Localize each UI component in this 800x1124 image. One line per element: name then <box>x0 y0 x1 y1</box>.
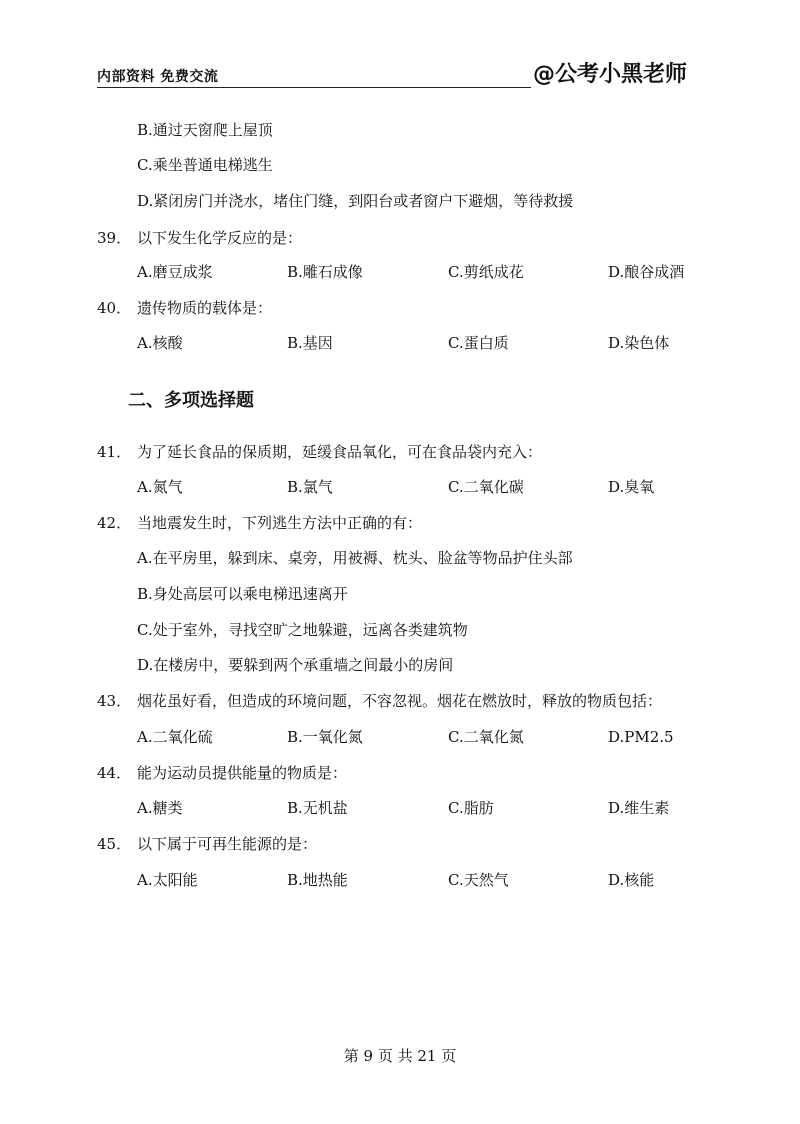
option-d: D.在楼房中，要躲到两个承重墙之间最小的房间 <box>137 656 454 674</box>
header-author: @公考小黑老师 <box>531 57 687 88</box>
option-d: D.染色体 <box>608 334 670 352</box>
option-d: D.臭氧 <box>608 478 655 496</box>
question-text: 当地震发生时，下列逃生方法中正确的有： <box>137 514 423 532</box>
section-title: 二、多项选择题 <box>128 390 254 411</box>
option-b: B.雕石成像 <box>287 263 363 281</box>
option-c: C.剪纸成花 <box>448 263 524 281</box>
question-number: 45． <box>97 835 132 853</box>
option-a: A.糖类 <box>137 799 183 817</box>
question-number: 42． <box>97 514 132 532</box>
option-line: D.紧闭房门并浇水，堵住门缝，到阳台或者窗户下避烟，等待救援 <box>137 192 574 210</box>
option-d: D.维生素 <box>608 799 670 817</box>
option-b: B.一氧化氮 <box>287 728 363 746</box>
question-text: 烟花虽好看，但造成的环境问题，不容忽视。烟花在燃放时，释放的物质包括： <box>137 692 663 710</box>
question-number: 43． <box>97 692 132 710</box>
option-a: A.在平房里，躲到床、桌旁，用被褥、枕头、脸盆等物品护住头部 <box>137 549 573 567</box>
page-number: 第 9 页 共 21 页 <box>343 1047 457 1065</box>
question-text: 以下属于可再生能源的是： <box>137 835 318 853</box>
option-c: C.脂肪 <box>448 799 494 817</box>
option-d: D.酿谷成酒 <box>608 263 685 281</box>
question-text: 以下发生化学反应的是： <box>137 229 303 247</box>
option-b: B.无机盐 <box>287 799 348 817</box>
header-left-text: 内部资料 免费交流 <box>97 69 219 85</box>
option-b: B.身处高层可以乘电梯迅速离开 <box>137 585 348 603</box>
option-c: C.二氧化氮 <box>448 728 524 746</box>
option-d: D.PM2.5 <box>608 728 674 746</box>
question-number: 40． <box>97 299 132 317</box>
option-b: B.地热能 <box>287 871 348 889</box>
option-c: C.处于室外，寻找空旷之地躲避，远离各类建筑物 <box>137 621 468 639</box>
option-a: A.磨豆成浆 <box>137 263 213 281</box>
question-text: 能为运动员提供能量的物质是： <box>137 764 348 782</box>
question-number: 41． <box>97 443 132 461</box>
question-number: 44． <box>97 764 132 782</box>
option-c: C.天然气 <box>448 871 509 889</box>
option-c: C.二氧化碳 <box>448 478 524 496</box>
option-a: A.氮气 <box>137 478 183 496</box>
option-a: A.核酸 <box>137 334 183 352</box>
option-line: C.乘坐普通电梯逃生 <box>137 156 273 174</box>
option-b: B.基因 <box>287 334 333 352</box>
question-text: 为了延长食品的保质期，延缓食品氧化，可在食品袋内充入： <box>137 443 543 461</box>
question-text: 遗传物质的载体是： <box>137 299 273 317</box>
question-number: 39． <box>97 229 132 247</box>
option-d: D.核能 <box>608 871 655 889</box>
page-header <box>97 58 687 88</box>
option-b: B.氯气 <box>287 478 333 496</box>
header-rule <box>97 87 537 88</box>
option-line: B.通过天窗爬上屋顶 <box>137 121 273 139</box>
option-c: C.蛋白质 <box>448 334 509 352</box>
option-a: A.二氧化硫 <box>137 728 213 746</box>
option-a: A.太阳能 <box>137 871 198 889</box>
